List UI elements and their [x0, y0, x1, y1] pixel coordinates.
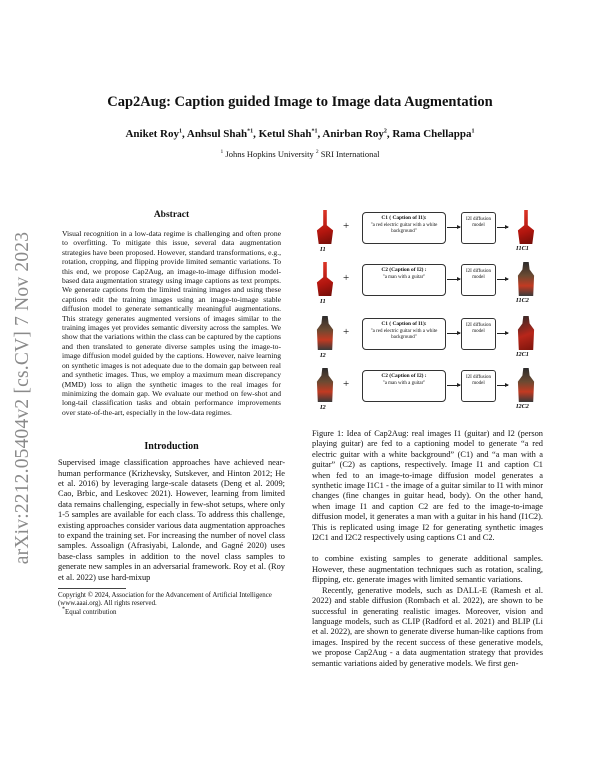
input-label: I1 — [320, 246, 326, 253]
output-label: I2C1 — [516, 351, 529, 358]
plus-icon: + — [343, 272, 350, 284]
arrow-right-icon — [447, 385, 460, 386]
output-label: I2C2 — [516, 403, 529, 410]
equal-contribution-note: *Equal contribution — [62, 606, 117, 616]
paper-title: Cap2Aug: Caption guided Image to Image data Augmentation — [107, 94, 493, 110]
diffusion-model-box: I2I diffusion model — [461, 264, 496, 296]
affiliations: $^1$ Johns Hopkins University $^2$ SRI International — [220, 149, 380, 159]
intro-text — [58, 458, 285, 583]
input-image-thumbnail — [316, 210, 334, 244]
author: Anirban Roy — [322, 128, 384, 140]
arrow-right-icon — [497, 385, 508, 386]
author: Rama Chellappa — [392, 128, 472, 140]
affiliation: Johns Hopkins University — [225, 149, 314, 159]
arrow-right-icon — [497, 333, 508, 334]
caption-box: C2 (Caption of I2) : "a man with a guitar" — [362, 370, 446, 402]
input-label: I1 — [320, 298, 326, 305]
author: Ketul Shah — [258, 128, 312, 140]
author: Anhsul Shah — [186, 128, 248, 140]
author-list: Aniket Roy$^1$, Anhsul Shah$^{*1}$, Ketul Shah$^{*1}$, Anirban Roy$^2$, Rama Chellappa$^1$ — [125, 128, 475, 140]
input-label: I2 — [320, 352, 326, 359]
figure-row — [312, 208, 543, 258]
abstract-text: Visual recognition in a low-data regime is challenging and often prone to overfitting. To mitigate this issue, several data augmentation strategies have been proposed. However, standard transformations, e.g., rotation, cropping, and flipping provide limited semantic variations. To this end, we propose Cap2Aug, an image-to-image diffusion model-based data augmentation strategy using image captions as text prompts. We generate captions from the limited training images and using these captions edit the training images using an image-to-image stable diffusion model to generate semantically meaningful augmentations. This strategy generates augmented versions of images similar to the training images yet provides semantic diversity across the samples. We show that the variations within the class can be captured by the captions and then translated to generate diverse samples using the image-to-image diffusion model guided by the captions. However, naive learning on synthetic images is not adequate due to the domain gap between real and synthetic images. Thus, we employ a maximum mean discrepancy (MMD) loss to align the synthetic images to the real images for minimizing the domain gap. We evaluate our method on few-shot and long-tail classification tasks and obtain performance improvements over state-of-the-art, especially in the low-data regimes. — [62, 229, 281, 417]
copyright-note: Copyright © 2024, Association for the Advancement of Artificial Intelligence (www.aaai.org). All rights reserved. — [58, 592, 272, 608]
arxiv-stamp: arXiv:2212.05404v2 [cs.CV] 7 Nov 2023 — [12, 231, 33, 564]
caption-box: C2 (Caption of I2) : "a man with a guitar" — [362, 264, 446, 296]
diffusion-model-box: I2I diffusion model — [461, 370, 496, 402]
output-image-thumbnail — [517, 316, 535, 350]
arrow-right-icon — [497, 227, 508, 228]
right-body-text — [312, 554, 543, 668]
paragraph: to combine existing samples to generate additional samples. However, these augmentation techniques such as rotation, scaling, flipping, etc. generate images with limited semantic variations. — [312, 554, 543, 585]
figure-row — [312, 366, 543, 416]
figure-row — [312, 260, 543, 310]
plus-icon: + — [343, 220, 350, 232]
diffusion-model-box: I2I diffusion model — [461, 212, 496, 244]
caption-box: C1 ( Caption of I1): "a red electric guitar with a white background" — [362, 212, 446, 244]
diffusion-model-box: I2I diffusion model — [461, 318, 496, 350]
output-image-thumbnail — [517, 210, 535, 244]
right-column — [312, 208, 543, 669]
left-column — [58, 210, 285, 617]
output-image-thumbnail — [517, 368, 535, 402]
output-label: I1C1 — [516, 245, 529, 252]
abstract-heading: Abstract — [153, 210, 190, 220]
input-image-thumbnail — [316, 368, 334, 402]
paragraph: Recently, generative models, such as DALL-E (Ramesh et al. 2022) and stable diffusion (Rombach et al. 2022), are shown to be successful in generating realistic images. Moreover, vision and language models, such as CLIP (Radford et al. 2021) and BLIP (Li et al. 2022), are shown to generate diverse human-like captions from images. Inspired by the recent success of these generative models, we propose Cap2Aug - a data augmentation strategy that provides semantic variations aided by generative models. We first gen- — [312, 585, 543, 668]
paragraph: Supervised image classification approaches have achieved near-human performance (Krizhevsky, Sutskever, and Hinton 2012; He et al. 2016) by leveraging large-scale datasets (Deng et al. 2009; Cao, Brbic, and Leskovec 2021). However, learning from limited data remains challenging, especially in few-shot setups, where only 1-5 samples are available for each class. To address this challenge, existing approaches consider various data augmentation approaches to expand the training set. For increasing the number of novel class samples. Assoalign (Afrasiyabi, Lalonde, and Gagné 2020) uses base-class samples in addition to the novel class samples to generate new samples in an adversarial framework. Roy et al. (Roy et al. 2022) use hard-mixup — [58, 458, 285, 582]
arrow-right-icon — [497, 279, 508, 280]
arrow-right-icon — [447, 227, 460, 228]
figure-1 — [312, 208, 543, 423]
figure-row — [312, 314, 543, 364]
affiliation: SRI International — [320, 149, 380, 159]
input-image-thumbnail — [316, 316, 334, 350]
input-label: I2 — [320, 404, 326, 411]
footnote-rule — [58, 588, 126, 589]
intro-heading: Introduction — [144, 441, 199, 453]
plus-icon: + — [343, 378, 350, 390]
input-image-thumbnail — [316, 262, 334, 296]
output-image-thumbnail — [517, 262, 535, 296]
figure-caption: Figure 1: Idea of Cap2Aug: real images I1 (guitar) and I2 (person playing guitar) are fed to a captioning model to generate “a red electric guitar with a white background” (C1) and “a man with a guitar” (C2) as captions, respectively. Image I1 and caption C1 when fed to an image-to-image diffusion model generates a synthetic image I1C1 - the image of a guitar similar to I1 with minor changes (fine changes in guitar head, body). On the other hand, when image I1 and caption C2 are fed to the image-to-image diffusion model, it generates a man with a guitar in his hand (I1C2). This is replicated using image I2 for generating synthetic images I2C1 and I2C2 respectively using captions C1 and C2. — [312, 429, 543, 543]
arrow-right-icon — [447, 279, 460, 280]
author: Aniket Roy — [125, 128, 179, 140]
output-label: I1C2 — [516, 297, 529, 304]
arrow-right-icon — [447, 333, 460, 334]
caption-box: C1 ( Caption of I1): "a red electric guitar with a white background" — [362, 318, 446, 350]
plus-icon: + — [343, 326, 350, 338]
